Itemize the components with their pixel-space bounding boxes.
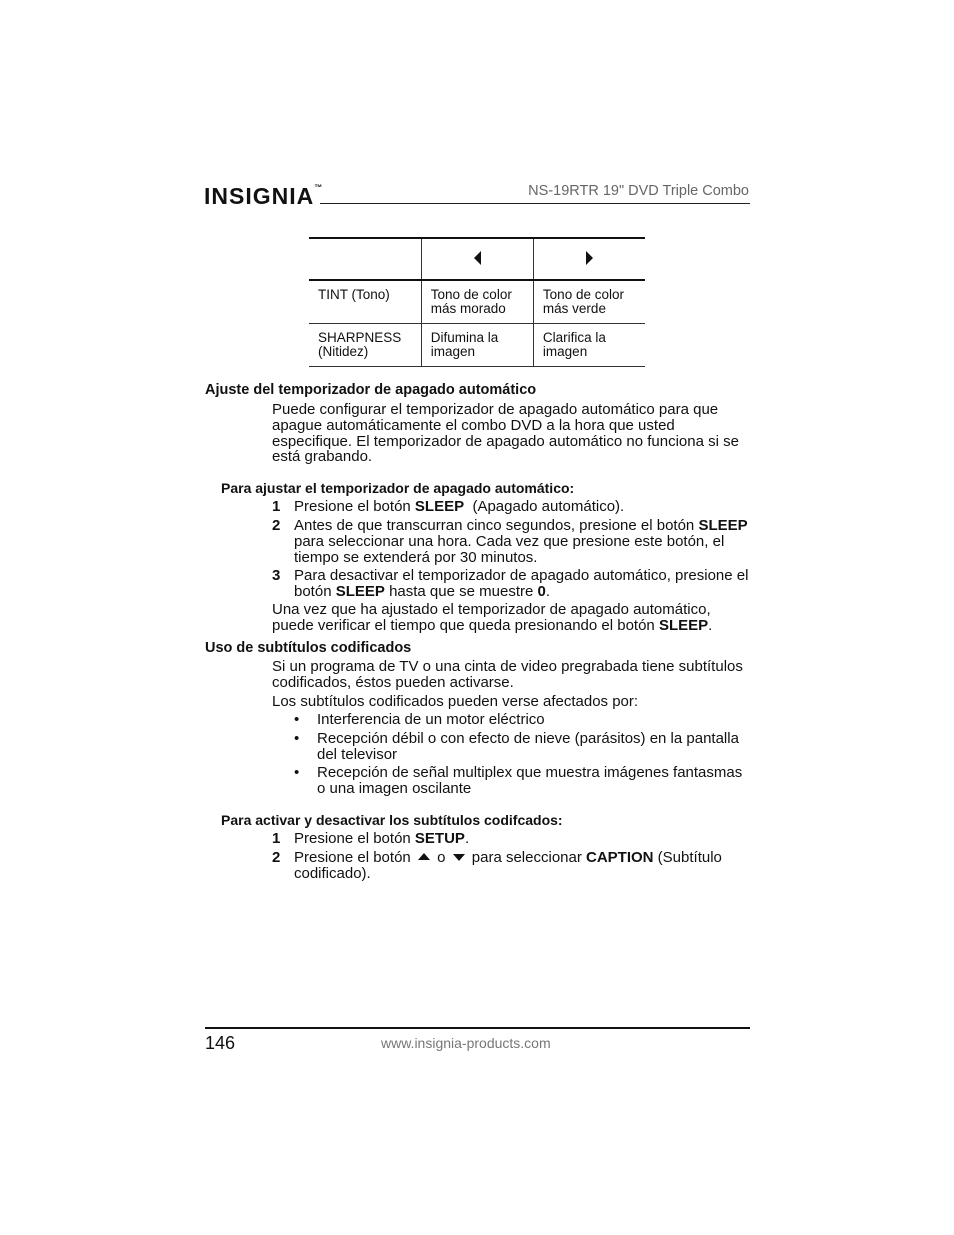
step-text: Presione el botón SETUP. <box>294 830 470 847</box>
step-text: Presione el botón o para seleccionar CAPTION (Subtítulo codificado). <box>294 849 722 882</box>
section-heading-sleep-timer: Ajuste del temporizador de apagado automático <box>205 382 537 398</box>
logo-text: INSIGNIA <box>204 183 315 209</box>
sleep-step-3 <box>272 568 752 600</box>
down-arrow-icon <box>453 854 465 861</box>
section-heading-closed-captions: Uso de subtítulos codificados <box>205 640 412 656</box>
subheading-set-sleep-timer: Para ajustar el temporizador de apagado automático: <box>221 480 575 496</box>
up-arrow-icon <box>418 853 430 860</box>
table-row <box>309 280 645 323</box>
sleep-step-2 <box>272 518 752 565</box>
bullet-icon: • <box>294 730 300 747</box>
table-cell-right: Tono de color más verde <box>533 280 645 323</box>
step-text: Antes de que transcurran cinco segundos, presione el botón SLEEP para seleccionar una hora. Cada vez que presione este botón, el tiempo se extenderá por 30 minutos. <box>294 517 748 566</box>
sleep-step-1 <box>272 499 752 515</box>
header-rule <box>320 203 750 204</box>
bullet-text: Recepción de señal multiplex que muestra imágenes fantasmas o una imagen oscilante <box>317 764 743 797</box>
table-row <box>309 323 645 366</box>
captions-affected-intro: Los subtítulos codificados pueden verse afectados por: <box>272 693 639 710</box>
picture-settings-table <box>309 237 645 367</box>
subheading-toggle-captions: Para activar y desactivar los subtítulos codifcados: <box>221 812 563 828</box>
step-number: 1 <box>272 830 281 847</box>
caption-step-1 <box>272 831 752 847</box>
table-header-empty <box>309 238 421 280</box>
bullet-icon: • <box>294 764 300 781</box>
step-number: 3 <box>272 567 281 584</box>
list-item <box>294 712 754 728</box>
table-header-left <box>421 238 533 280</box>
table-cell-right: Clarifica la imagen <box>533 323 645 366</box>
list-item <box>294 765 754 797</box>
table-cell-setting: SHARPNESS (Nitidez) <box>309 323 421 366</box>
insignia-logo <box>204 183 322 210</box>
caption-step-2 <box>272 850 752 882</box>
table-header-right <box>533 238 645 280</box>
table-cell-left: Tono de color más morado <box>421 280 533 323</box>
right-arrow-icon <box>586 251 593 265</box>
bullet-icon: • <box>294 711 300 728</box>
page-number: 146 <box>205 1033 236 1053</box>
footer-url: www.insignia-products.com <box>381 1035 551 1051</box>
table-header-row <box>309 238 645 280</box>
table-cell-left: Difumina la imagen <box>421 323 533 366</box>
step-text: Para desactivar el temporizador de apagado automático, presione el botón SLEEP hasta que se muestre 0. <box>294 567 749 600</box>
sleep-timer-intro: Puede configurar el temporizador de apagado automático para que apague automáticamente el combo DVD a la hora que usted especifique. El temporizador de apagado automático no funciona si se está grabando. <box>272 401 739 466</box>
left-arrow-icon <box>474 251 481 265</box>
step-number: 1 <box>272 498 281 515</box>
captions-intro: Si un programa de TV o una cinta de video pregrabada tiene subtítulos codificados, éstos pueden activarse. <box>272 658 743 691</box>
step-text: Presione el botón SLEEP (Apagado automático). <box>294 498 625 515</box>
trademark-mark: ™ <box>314 183 323 192</box>
header-title: NS-19RTR 19" DVD Triple Combo <box>528 183 749 199</box>
footer-rule <box>205 1027 750 1029</box>
table-cell-setting: TINT (Tono) <box>309 280 421 323</box>
bullet-text: Interferencia de un motor eléctrico <box>317 711 545 728</box>
step-number: 2 <box>272 517 281 534</box>
list-item <box>294 731 754 763</box>
sleep-timer-closing: Una vez que ha ajustado el temporizador de apagado automático, puede verificar el tiempo que queda presionando el botón SLEEP. <box>272 601 713 634</box>
step-number: 2 <box>272 849 281 866</box>
bullet-text: Recepción débil o con efecto de nieve (parásitos) en la pantalla del televisor <box>317 730 739 763</box>
